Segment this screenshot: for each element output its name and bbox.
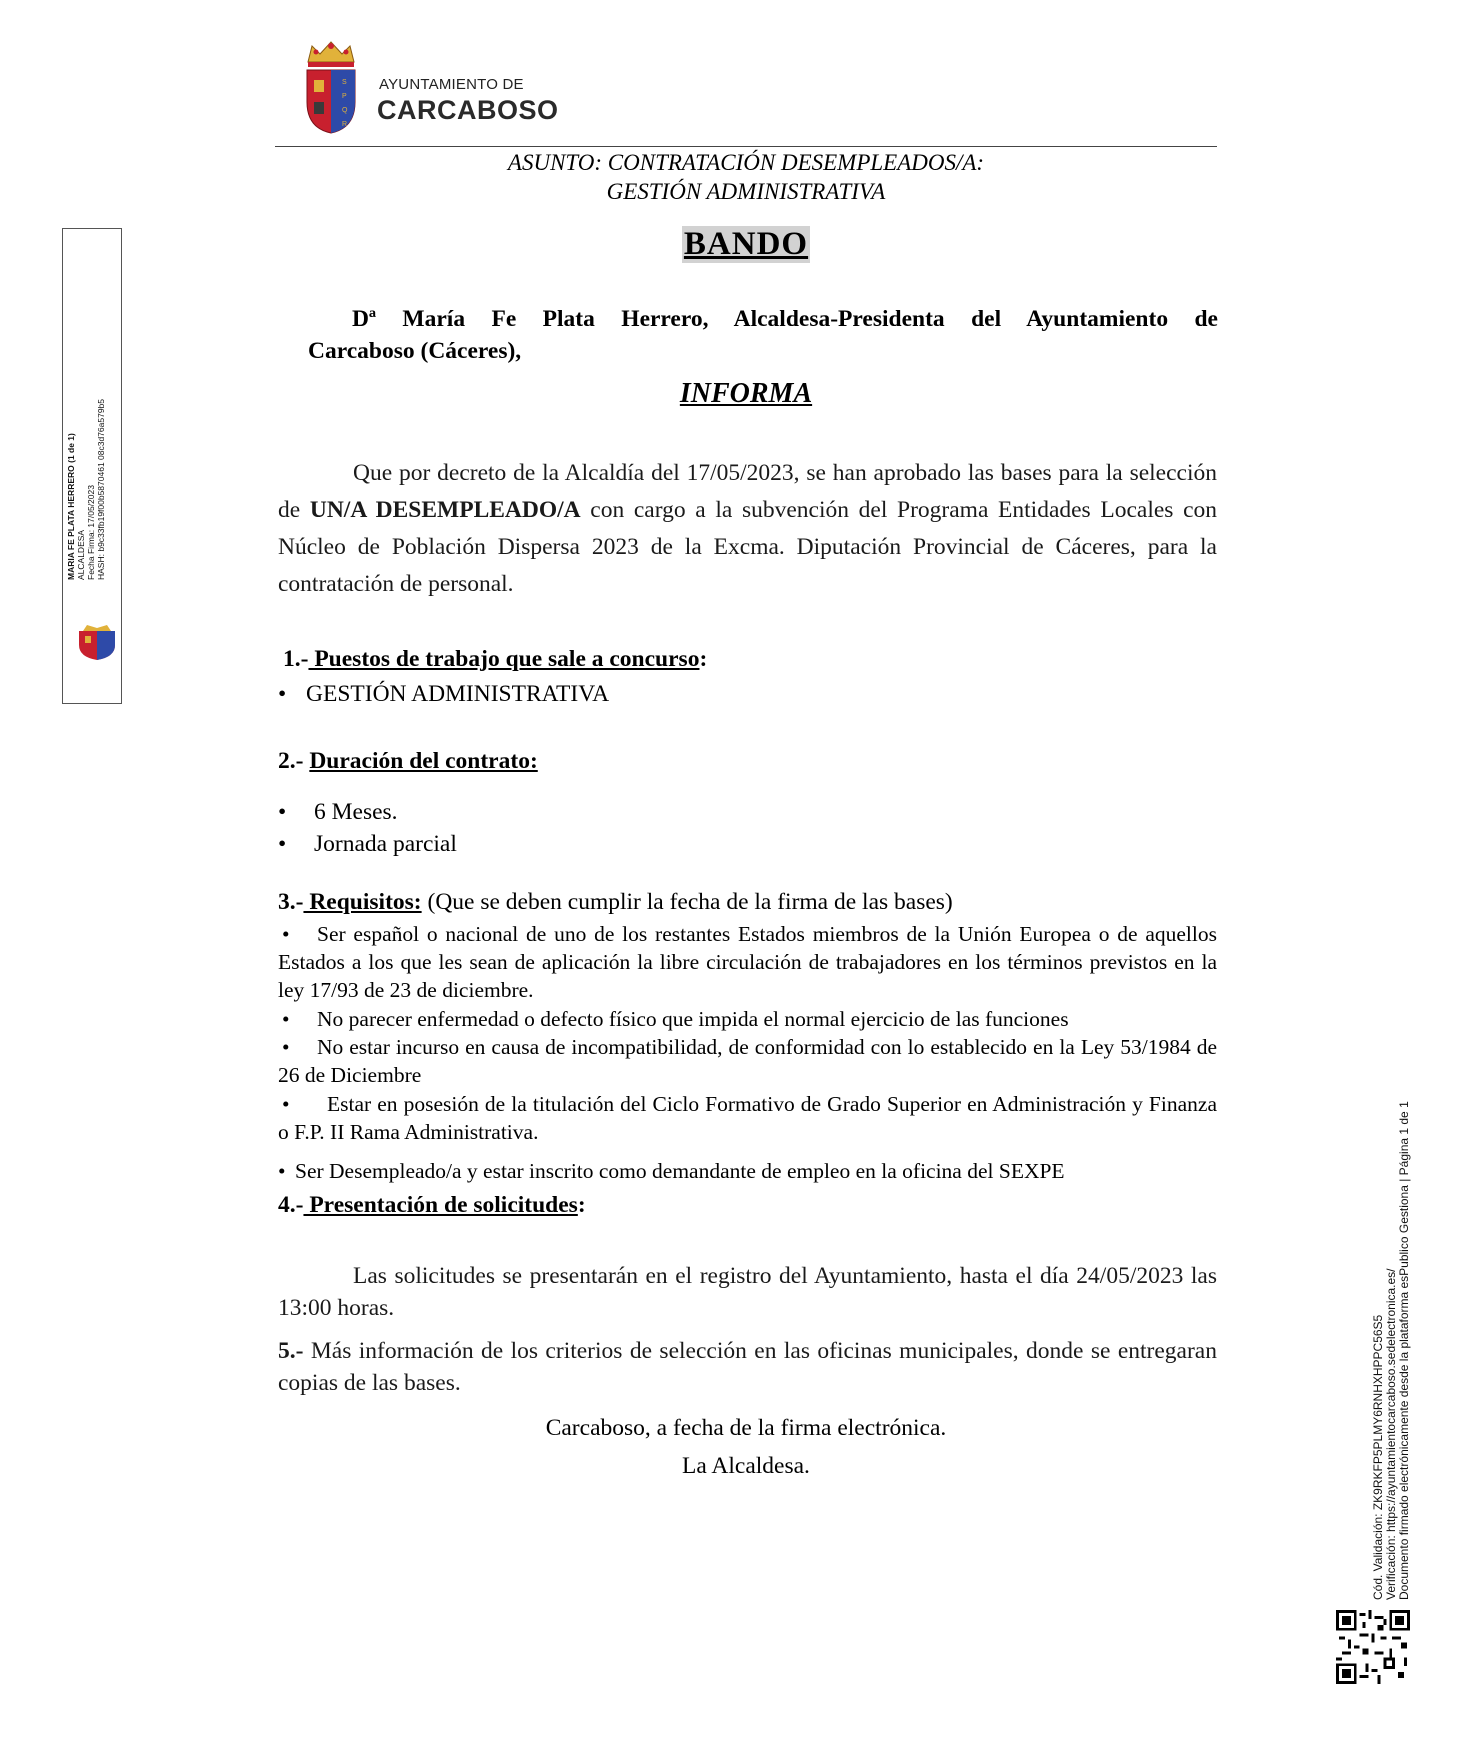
intro-line1: Dª María Fe Plata Herrero, Alcaldesa-Presidenta del Ayuntamiento de <box>352 306 1218 332</box>
requirement-item: • Ser Desempleado/a y estar inscrito como demandante de empleo en la oficina del SEXPE <box>278 1159 1065 1183</box>
qr-code[interactable] <box>1336 1610 1410 1684</box>
signature-role: La Alcaldesa. <box>682 1453 810 1479</box>
svg-text:P: P <box>342 93 347 100</box>
section5-text: 5.- Más información de los criterios de selección en las oficinas municipales, donde se entregaran copias de las bases. <box>278 1338 1217 1396</box>
section2-item: • 6 Meses. <box>278 799 398 825</box>
svg-text:S: S <box>342 79 347 86</box>
section1-heading: 1.- Puestos de trabajo que sale a concurso: <box>283 646 708 672</box>
highlight-term: UN/A DESEMPLEADO/A <box>309 497 581 523</box>
requirement-item: • Estar en posesión de la titulación del Ciclo Formativo de Grado Superior en Administración y Finanza o F.P. II Rama Administrativa. <box>278 1092 1217 1144</box>
svg-text:Q: Q <box>342 107 348 114</box>
requirement-item: • No estar incurso en causa de incompatibilidad, de conformidad con lo establecido en la Ley 53/1984 de 26 de Diciembre <box>278 1035 1217 1087</box>
section2-item: • Jornada parcial <box>278 831 457 857</box>
stamp-seal-icon <box>71 625 123 661</box>
requirement-item: • No parecer enfermedad o defecto físico que impida el normal ejercicio de las funciones <box>282 1007 1069 1031</box>
document-title: BANDO <box>683 226 809 262</box>
header-divider <box>275 146 1217 147</box>
subject-line1: ASUNTO: CONTRATACIÓN DESEMPLEADOS/A: <box>507 150 985 175</box>
section4-heading: 4.- Presentación de solicitudes: <box>278 1192 586 1218</box>
subject-line2: GESTIÓN ADMINISTRATIVA <box>606 179 886 204</box>
verification-text: Cód. Validación: ZK9RKFP5PLMY6RNHXHPPC56S5 Verificación: https://ayuntamientocarcaboso.sedelectronica.es/ Documento firmado electrónicamente desde la plataforma esPublico Gestiona | Página 1 de 1 <box>1371 1101 1411 1600</box>
section3-heading: 3.- Requisitos: (Que se deben cumplir la fecha de la firma de las bases) <box>278 889 953 915</box>
town-crest-logo <box>302 40 360 135</box>
intro-line2: Carcaboso (Cáceres), <box>308 338 522 364</box>
requirement-item: • Ser español o nacional de uno de los restantes Estados miembros de la Unión Europea o de aquellos Estados a los que les sean de aplicación la libre circulación de trabajadores en los términos previstos en la ley 17/93 de 23 de diciembre. <box>278 922 1217 1002</box>
signature-stamp-text: MARIA FE PLATA HERRERO (1 de 1) ALCALDESA Fecha Firma: 17/05/2023 HASH: b9c33fb19f00b5870461 08c3d76a579b5 <box>66 398 106 580</box>
intro-block <box>308 303 1218 367</box>
section2-heading: 2.- Duración del contrato: <box>278 748 538 774</box>
informa-heading: INFORMA <box>679 378 813 409</box>
section4-text: Las solicitudes se presentarán en el registro del Ayuntamiento, hasta el día 24/05/2023 las 13:00 horas. <box>278 1263 1217 1321</box>
org-name-line1: AYUNTAMIENTO DE <box>379 76 524 93</box>
main-paragraph: Que por decreto de la Alcaldía del 17/05/2023, se han aprobado las bases para la selección de UN/A DESEMPLEADO/A con cargo a la subvención del Programa Entidades Locales con Núcleo de Población Dispersa 2023 de la Excma. Diputación Provincial de Cáceres, para la contratación de personal. <box>278 460 1218 597</box>
signature-place-date: Carcaboso, a fecha de la firma electrónica. <box>545 1415 947 1441</box>
section1-item: • GESTIÓN ADMINISTRATIVA <box>278 681 610 707</box>
svg-text:R: R <box>342 121 348 128</box>
org-name-line2: CARCABOSO <box>377 95 559 125</box>
